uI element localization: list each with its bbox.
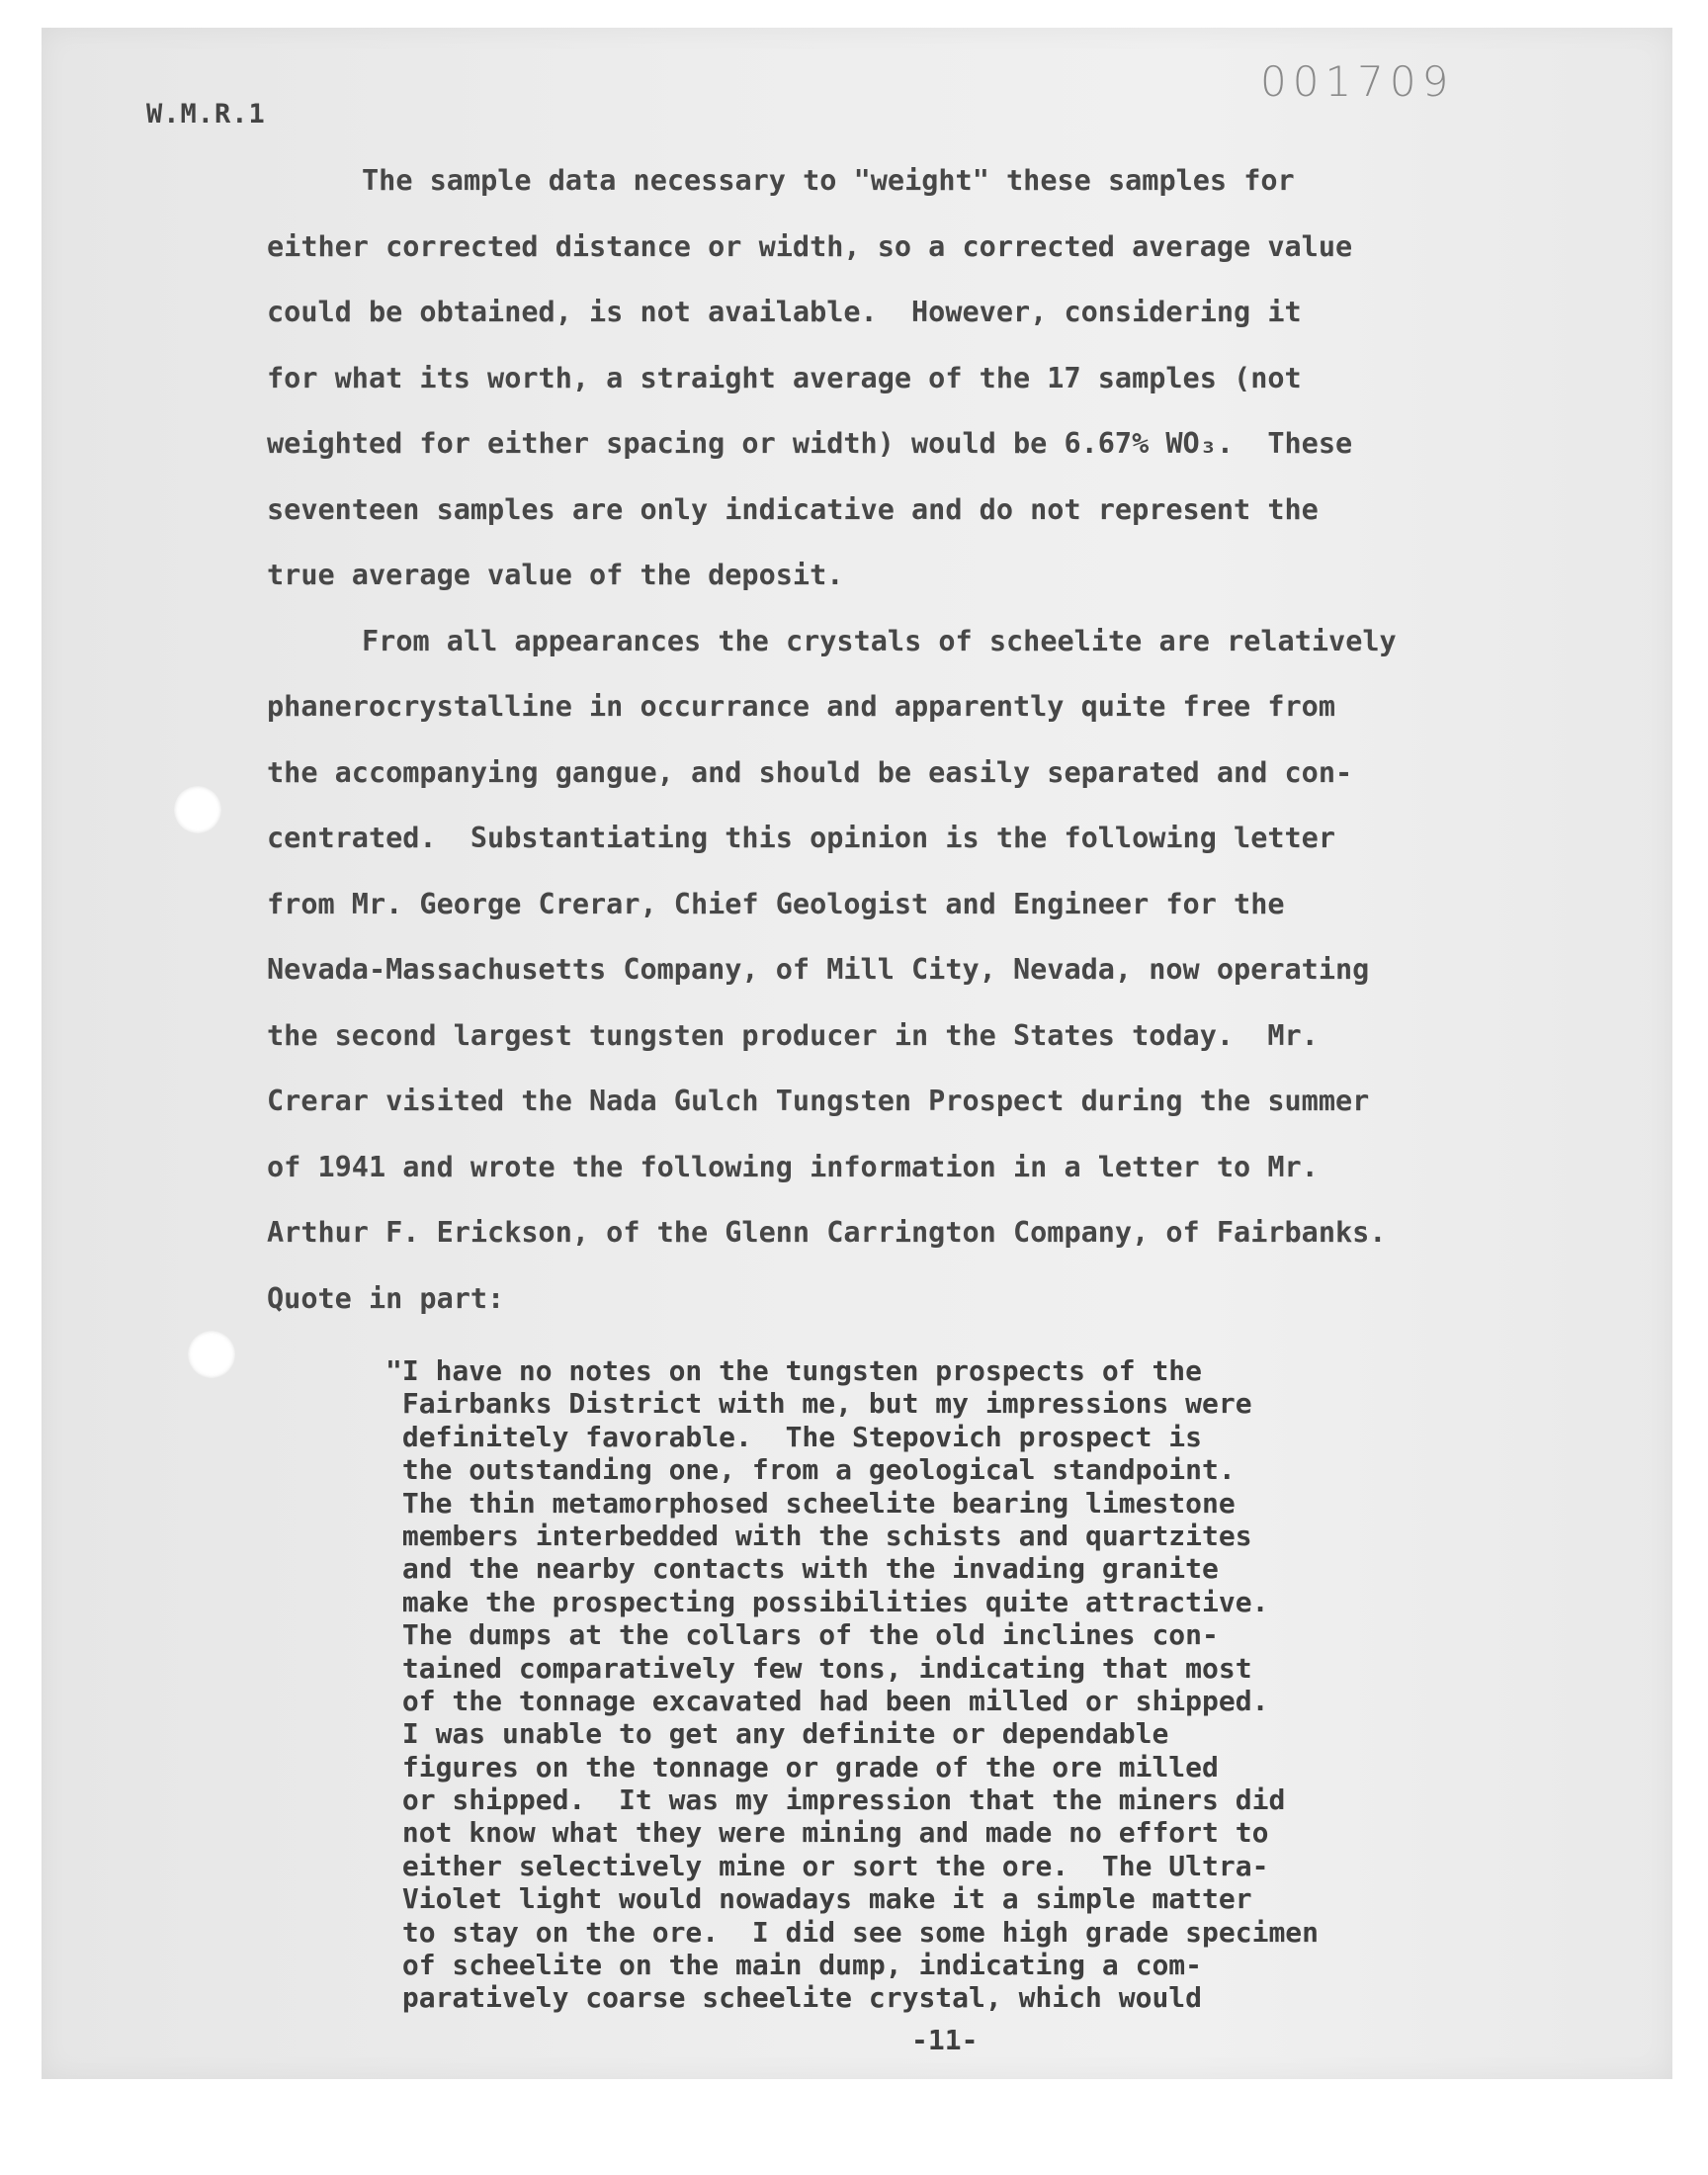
paragraph-2-line: Quote in part: [267,1281,505,1315]
quote-line: figures on the tonnage or grade of the ore milled [385,1750,1219,1784]
header-code: W.M.R.1 [146,99,266,130]
punch-hole [174,786,221,833]
quote-line: of scheelite on the main dump, indicating a com- [385,1949,1203,1982]
quote-line: not know what they were mining and made no effort to [385,1816,1269,1850]
paragraph-2-line: From all appearances the crystals of scheelite are relatively [362,624,1397,657]
quote-line: or shipped. It was my impression that the miners did [385,1784,1286,1817]
paragraph-1-line: weighted for either spacing or width) would be 6.67% WO₃. These [267,427,1353,460]
quote-line: paratively coarse scheelite crystal, which would [385,1981,1203,2015]
quote-line: The thin metamorphosed scheelite bearing limestone [385,1486,1236,1520]
document-number: 001709 [1260,57,1455,106]
quote-line: "I have no notes on the tungsten prospects of the [385,1354,1203,1387]
quote-line: Violet light would nowadays make it a simple matter [385,1882,1252,1916]
letter-quote [385,1354,1522,2015]
paragraph-2-line: of 1941 and wrote the following information in a letter to Mr. [267,1150,1319,1183]
punch-hole [188,1331,235,1378]
body-text [267,148,1591,1332]
quote-line: The dumps at the collars of the old inclines con- [385,1618,1219,1652]
quote-line: I was unable to get any definite or dependable [385,1717,1169,1751]
quote-line: make the prospecting possibilities quite attractive. [385,1585,1269,1618]
paragraph-2-line: Arthur F. Erickson, of the Glenn Carrington Company, of Fairbanks. [267,1216,1387,1249]
quote-line: to stay on the ore. I did see some high grade specimen [385,1915,1320,1949]
paragraph-1-line: either corrected distance or width, so a corrected average value [267,229,1353,263]
paragraph-2-line: centrated. Substantiating this opinion is the following letter [267,822,1335,854]
paragraph-1-line: seventeen samples are only indicative and do not represent the [267,492,1319,526]
paragraph-2-line: phanerocrystalline in occurrance and apparently quite free from [267,690,1335,723]
quote-line: of the tonnage excavated had been milled or shipped. [385,1684,1269,1717]
paragraph-1-line: The sample data necessary to "weight" these samples for [362,164,1295,197]
quote-line: definitely favorable. The Stepovich prospect is [385,1420,1203,1453]
page-number: -11- [911,2024,979,2056]
paragraph-2-line: the accompanying gangue, and should be easily separated and con- [267,755,1353,789]
paragraph-1-line: for what its worth, a straight average of the 17 samples (not [267,361,1302,394]
paragraph-2-line: the second largest tungsten producer in the States today. Mr. [267,1018,1319,1052]
paragraph-1-line: true average value of the deposit. [267,559,844,591]
paragraph-2-line: Crerar visited the Nada Gulch Tungsten Prospect during the summer [267,1085,1370,1117]
quote-line: Fairbanks District with me, but my impressions were [385,1387,1252,1421]
paragraph-1-line: could be obtained, is not available. However, considering it [267,296,1302,328]
quote-line: tained comparatively few tons, indicating that most [385,1651,1252,1685]
quote-line: and the nearby contacts with the invading granite [385,1552,1219,1586]
quote-line: members interbedded with the schists and quartzites [385,1519,1252,1552]
paragraph-2-line: Nevada-Massachusetts Company, of Mill City, Nevada, now operating [267,953,1370,986]
quote-line: the outstanding one, from a geological standpoint. [385,1453,1236,1487]
quote-line: either selectively mine or sort the ore. The Ultra- [385,1849,1269,1882]
paragraph-2-line: from Mr. George Crerar, Chief Geologist and Engineer for the [267,887,1285,920]
